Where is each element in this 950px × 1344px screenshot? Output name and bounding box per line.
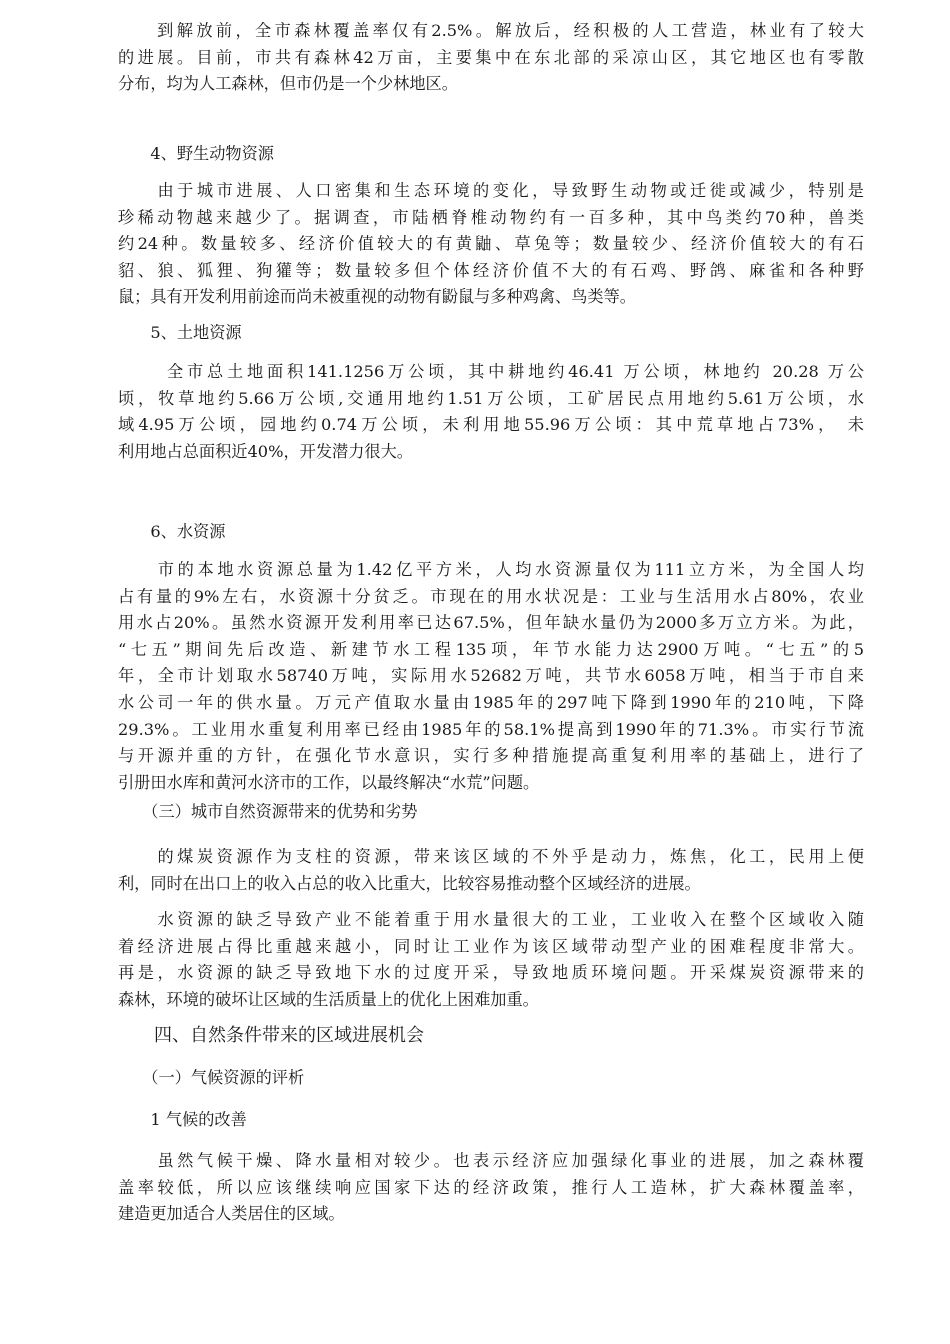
text-line: 域4.95万公顷，园地约0.74万公顷，未利用地55.96万公顷：其中荒草地占73%， 未 bbox=[118, 415, 864, 435]
text-line: 水公司一年的供水量。万元产值取水量由1985年的297吨下降到1990年的210吨，下降 bbox=[118, 692, 864, 712]
text-line: 占有量的9%左右，水资源十分贫乏。市现在的用水状况是：工业与生活用水占80%，农业 bbox=[118, 586, 864, 606]
text-line: 貂、狼、狐狸、狗獾等；数量较多但个体经济价值不大的有石鸡、野鸽、麻雀和各种野 bbox=[118, 260, 864, 280]
paragraph-land bbox=[118, 359, 864, 465]
heading-advantages-disadvantages: （三）城市自然资源带来的优势和劣势 bbox=[118, 802, 418, 821]
text-line: 由于城市进展、人口密集和生态环境的变化，导致野生动物或迁徙或减少，特别是 bbox=[118, 181, 864, 200]
heading-water-resources: 6、水资源 bbox=[118, 522, 226, 541]
text-line: 利用地占总面积近40%，开发潜力很大。 bbox=[118, 441, 413, 461]
text-line: 着经济进展占得比重越来越小，同时让工业作为该区域带动型产业的困难程度非常大。 bbox=[118, 936, 864, 956]
text-line: 的进展。目前，市共有森林42万亩，主要集中在东北部的采凉山区，其它地区也有零散 bbox=[118, 47, 864, 67]
paragraph-wildlife bbox=[118, 178, 864, 311]
text-line: 建造更加适合人类居住的区域。 bbox=[118, 1204, 345, 1224]
text-line: 年，全市计划取水58740万吨，实际用水52682万吨，共节水6058万吨，相当于市自来 bbox=[118, 666, 864, 686]
heading-land-resources: 5、土地资源 bbox=[118, 323, 242, 342]
text-line: 引册田水库和黄河水济市的工作，以最终解决“水荒”问题。 bbox=[118, 772, 540, 792]
text-line: 29.3%。工业用水重复利用率已经由1985年的58.1%提高到1990年的71.3%。市实行节流 bbox=[118, 719, 864, 739]
heading-climate-evaluation: （一）气候资源的评析 bbox=[118, 1068, 305, 1087]
text-line: 再是，水资源的缺乏导致地下水的过度开采，导致地质环境问题。开采煤炭资源带来的 bbox=[118, 963, 864, 983]
paragraph-climate bbox=[118, 1148, 864, 1228]
text-line: 鼠；具有开发利用前途而尚未被重视的动物有鼢鼠与多种鸡禽、鸟类等。 bbox=[118, 287, 636, 307]
text-line: 全市总土地面积141.1256万公顷，其中耕地约46.41 万公顷，林地约 20.28 万公 bbox=[118, 362, 864, 381]
section-title-opportunities: 四、自然条件带来的区域进展机会 bbox=[118, 1025, 424, 1046]
text-line: 市的本地水资源总量为1.42亿平方米，人均水资源量仅为111立方米，为全国人均 bbox=[118, 560, 864, 579]
text-line: 顷，牧草地约5.66万公顷,交通用地约1.51万公顷，工矿居民点用地约5.61万公顷，水 bbox=[118, 388, 864, 408]
text-line: 与开源并重的方针，在强化节水意识，实行多种措施提高重复利用率的基础上，进行了 bbox=[118, 746, 864, 766]
paragraph-forest-coverage bbox=[118, 18, 864, 98]
paragraph-water bbox=[118, 557, 864, 796]
text-line: 利，同时在出口上的收入占总的收入比重大，比较容易推动整个区域经济的进展。 bbox=[118, 873, 701, 893]
heading-climate-improvement: 1 气候的改善 bbox=[118, 1110, 247, 1129]
text-line: 分布，均为人工森林，但市仍是一个少林地区。 bbox=[118, 74, 458, 94]
text-line: “七五”期间先后改造、新建节水工程135项，年节水能力达2900万吨。“七五”的5 bbox=[118, 639, 864, 659]
paragraph-water-shortage bbox=[118, 907, 864, 1013]
text-line: 森林，环境的破坏让区域的生活质量上的优化上困难加重。 bbox=[118, 989, 539, 1009]
text-line: 约24种。数量较多、经济价值较大的有黄鼬、草兔等；数量较少、经济价值较大的有石 bbox=[118, 234, 864, 254]
text-line: 的煤炭资源作为支柱的资源，带来该区域的不外乎是动力，炼焦，化工，民用上便 bbox=[118, 847, 864, 866]
text-line: 虽然气候干燥、降水量相对较少。也表示经济应加强绿化事业的进展，加之森林覆 bbox=[118, 1151, 864, 1170]
text-line: 珍稀动物越来越少了。据调查，市陆栖脊椎动物约有一百多种，其中鸟类约70种，兽类 bbox=[118, 207, 864, 227]
text-line: 盖率较低，所以应该继续响应国家下达的经济政策，推行人工造林，扩大森林覆盖率， bbox=[118, 1177, 864, 1197]
text-line: 到解放前，全市森林覆盖率仅有2.5%。解放后，经积极的人工营造，林业有了较大 bbox=[118, 21, 864, 40]
paragraph-coal-resources bbox=[118, 844, 864, 897]
text-line: 用水占20%。虽然水资源开发利用率已达67.5%，但年缺水量仍为2000多万立方米。为此， bbox=[118, 613, 864, 633]
heading-wildlife-resources: 4、野生动物资源 bbox=[118, 144, 274, 163]
text-line: 水资源的缺乏导致产业不能着重于用水量很大的工业，工业收入在整个区域收入随 bbox=[118, 910, 864, 929]
